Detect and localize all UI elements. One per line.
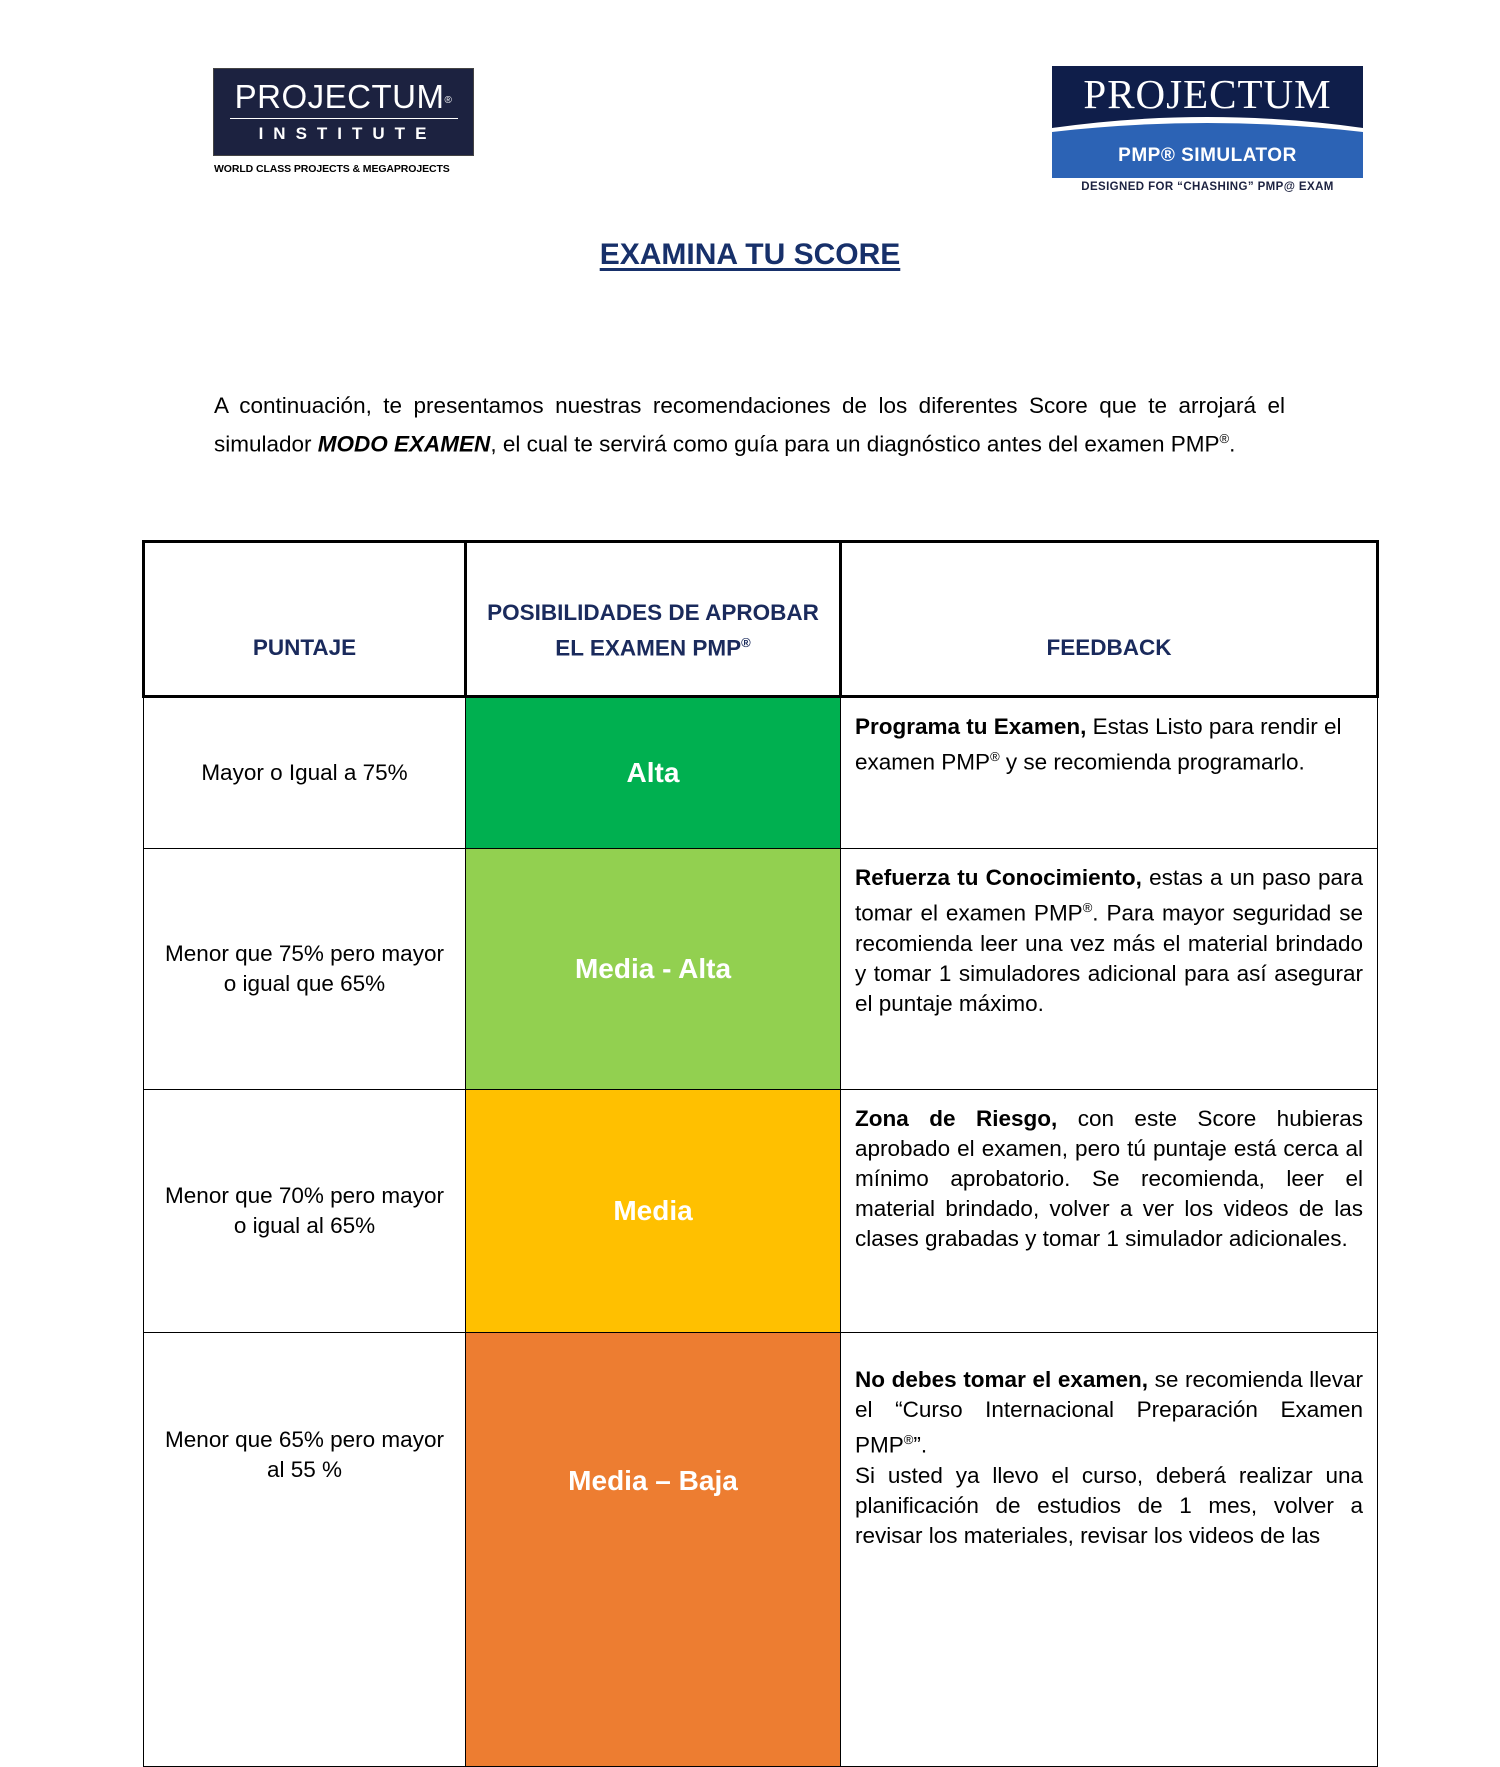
page-title: EXAMINA TU SCORE [599, 238, 901, 271]
logo-right-product: PMP® SIMULATOR [1052, 136, 1363, 178]
projectum-institute-logo [214, 69, 473, 175]
header-posibilidades: POSIBILIDADES DE APROBAR EL EXAMEN PMP® [466, 542, 841, 697]
logo-left-sub: INSTITUTE [258, 124, 437, 143]
table-row [144, 849, 1378, 1090]
header-feedback: FEEDBACK [841, 542, 1378, 697]
level-cell: Media – Baja [466, 1333, 841, 1767]
wave-decoration [1052, 66, 1363, 136]
table-row [144, 1333, 1378, 1767]
puntaje-cell: Mayor o Igual a 75% [144, 697, 466, 849]
level-cell: Alta [466, 697, 841, 849]
puntaje-cell: Menor que 70% pero mayor o igual al 65% [144, 1090, 466, 1333]
logo-right-tagline: DESIGNED FOR “CHASHING” PMP@ EXAM [1081, 181, 1334, 193]
level-cell: Media [466, 1090, 841, 1333]
table-header-row [144, 542, 1378, 697]
puntaje-cell: Menor que 65% pero mayor al 55 % [144, 1333, 466, 1767]
logo-right-brand: PROJECTUM [1083, 71, 1332, 117]
intro-paragraph: A continuación, te presentamos nuestras recomendaciones de los diferentes Score que te arrojará el simulador MODO EXAMEN, el cual te servirá como guía para un diagnóstico antes del examen PMP®. [214, 392, 1285, 456]
puntaje-cell: Menor que 75% pero mayor o igual que 65% [144, 849, 466, 1090]
feedback-cell: Programa tu Examen, Estas Listo para rendir el examen PMP® y se recomienda programarlo. [841, 697, 1378, 849]
table-row [144, 1090, 1378, 1333]
level-cell: Media - Alta [466, 849, 841, 1090]
header-puntaje: PUNTAJE [144, 542, 466, 697]
feedback-cell: No debes tomar el examen, se recomienda llevar el “Curso Internacional Preparación Examen PMP®”. Si usted ya llevo el curso, deberá realizar una planificación de estudios de 1 mes, volver a revisar los materiales, revisar los videos de las [841, 1333, 1378, 1767]
logo-left-tagline: WORLD CLASS PROJECTS & MEGAPROJECTS [214, 163, 450, 175]
feedback-cell: Zona de Riesgo, con este Score hubieras aprobado el examen, pero tú puntaje está cerca al mínimo aprobatorio. Se recomienda, leer el material brindado, volver a ver los videos de las clases grabadas y tomar 1 simulador adicionales. [841, 1090, 1378, 1333]
logo-left-brand: PROJECTUM® [234, 78, 453, 115]
pmp-simulator-logo [1052, 66, 1363, 193]
table-row [144, 697, 1378, 849]
score-table [142, 540, 1379, 1767]
feedback-cell: Refuerza tu Conocimiento, estas a un paso para tomar el examen PMP®. Para mayor seguridad se recomienda leer una vez más el material brindado y tomar 1 simuladores adicional para así asegurar el puntaje máximo. [841, 849, 1378, 1090]
